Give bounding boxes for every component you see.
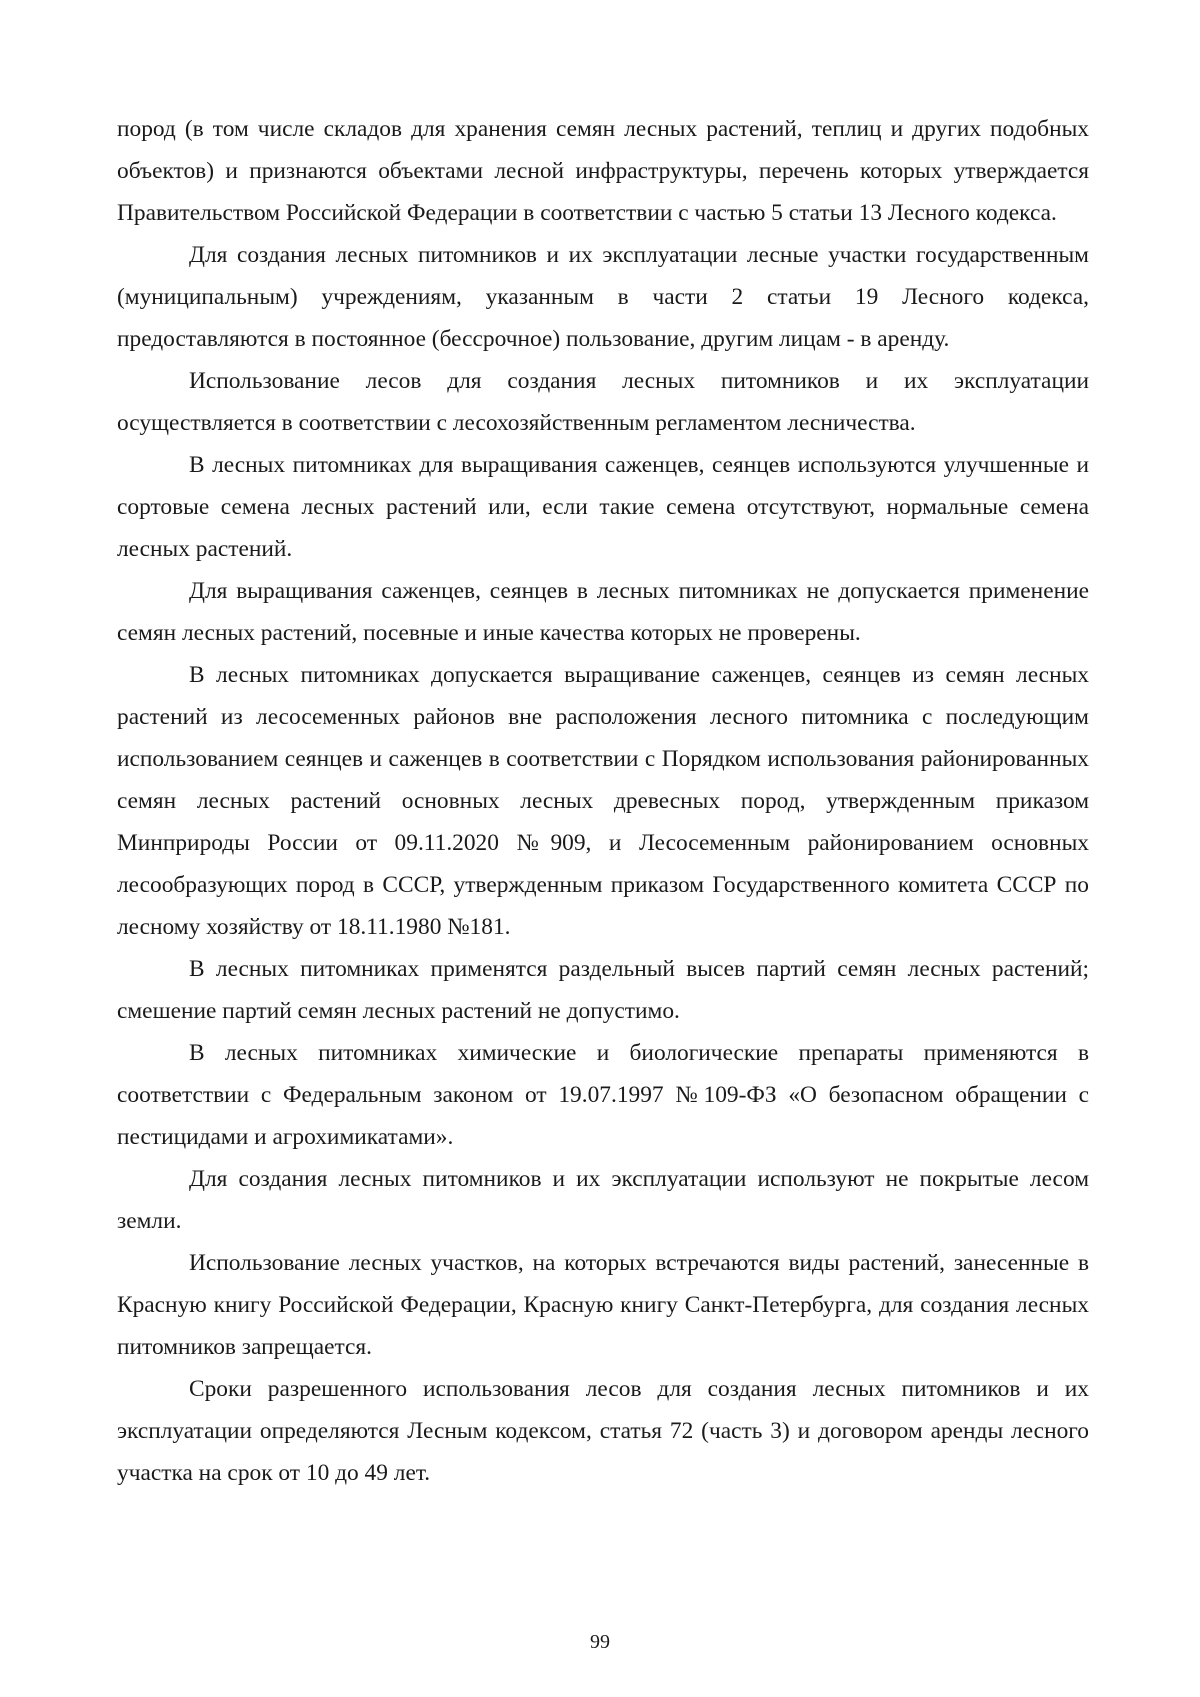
paragraph-11: Сроки разрешенного использования лесов для создания лесных питомников и их эксплуатации определяются Лесным кодексом, статья 72 (часть 3) и договором аренды лесного участка на срок от 10 до 49 лет.	[117, 1376, 1089, 1486]
document-body	[117, 108, 1089, 1494]
paragraph-9: Для создания лесных питомников и их эксплуатации используют не покрытые лесом земли.	[117, 1166, 1089, 1234]
paragraph-3: Использование лесов для создания лесных питомников и их эксплуатации осуществляется в соответствии с лесохозяйственным регламентом лесничества.	[117, 368, 1089, 436]
page-number: 99	[590, 1631, 610, 1653]
paragraph-8: В лесных питомниках химические и биологические препараты применяются в соответствии с Федеральным законом от 19.07.1997 №109-ФЗ «О безопасном обращении с пестицидами и агрохимикатами».	[117, 1040, 1089, 1150]
paragraph-10: Использование лесных участков, на которых встречаются виды растений, занесенные в Красную книгу Российской Федерации, Красную книгу Санкт-Петербурга, для создания лесных питомников запрещается.	[117, 1250, 1089, 1360]
paragraph-2: Для создания лесных питомников и их эксплуатации лесные участки государственным (муниципальным) учреждениям, указанным в части 2 статьи 19 Лесного кодекса, предоставляются в постоянное (бессрочное) пользование, другим лицам - в аренду.	[117, 242, 1089, 352]
paragraph-1: пород (в том числе складов для хранения семян лесных растений, теплиц и других подобных объектов) и признаются объектами лесной инфраструктуры, перечень которых утверждается Правительством Российской Федерации в соответствии с частью 5 статьи 13 Лесного кодекса.	[117, 116, 1089, 226]
paragraph-5: Для выращивания саженцев, сеянцев в лесных питомниках не допускается применение семян лесных растений, посевные и иные качества которых не проверены.	[117, 578, 1089, 646]
paragraph-7: В лесных питомниках применятся раздельный высев партий семян лесных растений; смешение партий семян лесных растений не допустимо.	[117, 956, 1089, 1024]
paragraph-4: В лесных питомниках для выращивания саженцев, сеянцев используются улучшенные и сортовые семена лесных растений или, если такие семена отсутствуют, нормальные семена лесных растений.	[117, 452, 1089, 562]
paragraph-6: В лесных питомниках допускается выращивание саженцев, сеянцев из семян лесных растений из лесосеменных районов вне расположения лесного питомника с последующим использованием сеянцев и саженцев в соответствии с Порядком использования районированных семян лесных растений основных лесных древесных пород, утвержденным приказом Минприроды России от 09.11.2020 №909, и Лесосеменным районированием основных лесообразующих пород в СССР, утвержденным приказом Государственного комитета СССР по лесному хозяйству от 18.11.1980 №181.	[117, 662, 1089, 940]
